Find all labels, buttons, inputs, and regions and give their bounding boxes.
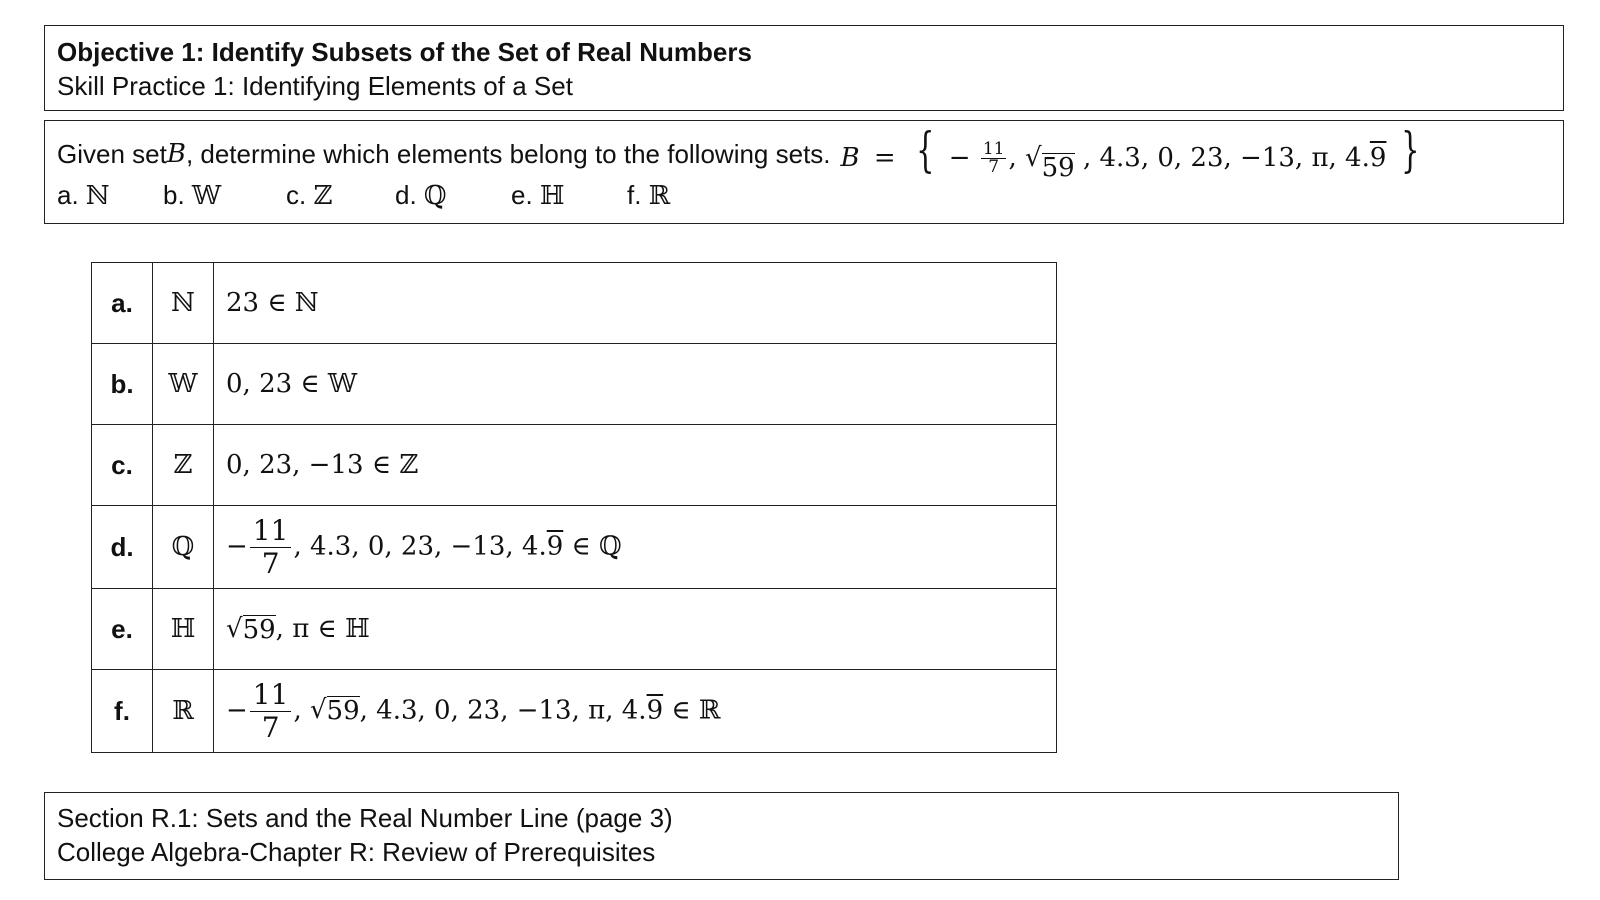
minus-sign: − [226,531,248,561]
header-box [44,25,1564,111]
fraction [250,515,292,580]
choice-b: b. 𝕎 [163,180,222,211]
problem-prompt [57,121,1551,184]
table-row [92,344,1057,425]
set-symbol: ℤ [153,425,214,506]
table-row [92,263,1057,344]
fraction-denominator: 7 [261,546,280,580]
problem-box [44,120,1564,224]
answer-membership: ∈ ℝ [663,695,721,725]
section-title: Section R.1: Sets and the Real Number Line (page 3) [57,803,673,833]
set-name: B [166,139,186,169]
prompt-end: , determine which elements belong to the following sets. [185,139,831,169]
choice-list [57,178,1551,216]
table-row [92,425,1057,506]
answer-elements: , 4.3, 0, 23, −13, π, 4. [359,695,647,725]
table-row [92,589,1057,670]
row-label: e. [92,589,153,670]
sqrt-radicand: 59 [1041,153,1075,184]
fraction-denominator: 7 [261,710,280,744]
sqrt-radicand: 59 [242,614,276,645]
row-label: b. [92,344,153,425]
choice-d: d. ℚ [395,180,447,211]
choice-e: e. ℍ [511,180,565,211]
fraction-sign: − [948,142,971,173]
answer-cell: 23 ∈ ℕ [214,263,1057,344]
choice-f: f. ℝ [627,180,671,211]
skill-practice-title: Skill Practice 1: Identifying Elements of a Set [57,71,573,101]
fraction-numerator: 11 [982,139,1005,159]
prompt-start: Given set [57,139,167,169]
row-label: f. [92,670,153,753]
answer-membership: , π ∈ ℍ [275,614,370,644]
row-label: c. [92,425,153,506]
answer-cell: 0, 23 ∈ 𝕎 [214,344,1057,425]
repeating-digit: 9 [646,695,664,725]
table-row [92,506,1057,589]
set-symbol: ℝ [153,670,214,753]
minus-sign: − [226,695,248,725]
right-brace: } [1400,121,1420,178]
set-symbol: ℍ [153,589,214,670]
table-row [92,670,1057,753]
row-label: d. [92,506,153,589]
square-root: √ 59 [1025,142,1075,184]
fraction [250,679,292,744]
answer-cell [214,670,1057,753]
answer-cell [214,506,1057,589]
fraction-denominator: 7 [988,157,1000,177]
repeating-digit: 9 [546,531,564,561]
elements-tail: , 4.3, 0, 23, −13, π, 4. [1082,142,1370,173]
square-root: √ 59 [309,695,360,726]
answer-membership: ∈ ℚ [563,531,622,561]
sqrt-radicand: 59 [326,695,360,726]
choice-c: c. ℤ [286,180,333,211]
set-symbol: 𝕎 [153,344,214,425]
equals-sign: = [873,142,896,173]
fraction-numerator: 11 [250,515,292,548]
fraction [981,141,1007,176]
footer-box [44,792,1399,880]
answer-cell [214,589,1057,670]
course-title: College Algebra-Chapter R: Review of Prerequisites [57,837,656,867]
square-root: √ 59 [226,614,276,645]
answer-table [91,262,1057,753]
set-definition: B = { − $\frac{11}{7}$ , √ 59 , 4.3, 0, 23, −13, π, 4.9 } [840,121,1420,184]
fraction-numerator: 11 [250,679,292,712]
objective-title: Objective 1: Identify Subsets of the Set of Real Numbers [57,37,752,67]
answer-elements: , 4.3, 0, 23, −13, 4. [293,531,547,561]
answer-cell: 0, 23, −13 ∈ ℤ [214,425,1057,506]
choice-a: a. ℕ [57,180,110,211]
set-symbol: ℕ [153,263,214,344]
set-symbol: ℚ [153,506,214,589]
row-label: a. [92,263,153,344]
comma: , [293,695,310,725]
repeating-digit: 9 [1369,142,1387,173]
left-brace: { [916,121,935,178]
set-label: B [840,142,860,173]
